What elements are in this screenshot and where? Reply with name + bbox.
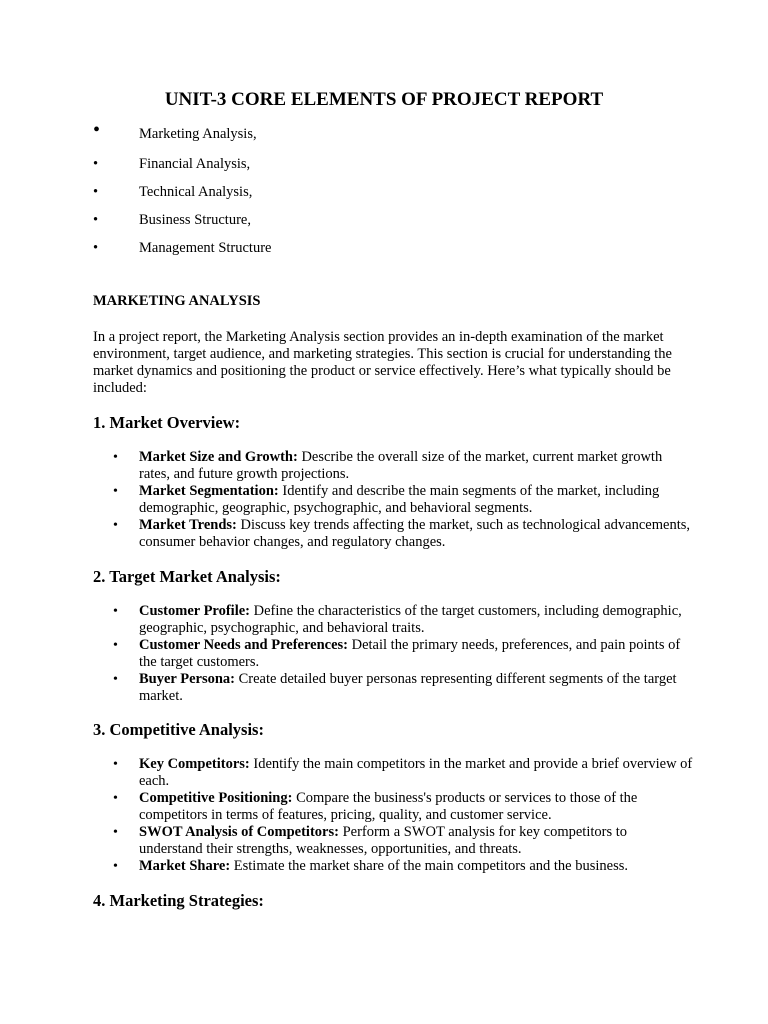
toc-item-label: Marketing Analysis, bbox=[139, 126, 257, 142]
list-item bbox=[93, 449, 693, 483]
item-text: Discuss key trends affecting the market, such as technological advancements, consumer behavior changes, and regulatory changes. bbox=[139, 517, 690, 550]
bullet: • bbox=[93, 184, 99, 200]
subsection-heading: 4. Marketing Strategies: bbox=[93, 891, 264, 910]
toc-item bbox=[93, 183, 493, 201]
bullet: • bbox=[113, 638, 118, 653]
bullet: • bbox=[113, 450, 118, 465]
page-title: UNIT-3 CORE ELEMENTS OF PROJECT REPORT bbox=[164, 89, 604, 110]
bullet: • bbox=[93, 212, 99, 228]
item-text: Compare the business's products or services to those of the competitors in terms of features, pricing, quality, and customer service. bbox=[139, 790, 638, 823]
intro-paragraph: In a project report, the Marketing Analysis section provides an in-depth examination of the market environment, target audience, and marketing strategies. This section is crucial for understanding the market dynamics and positioning the product or service effectively. Here’s what typically should be included: bbox=[93, 329, 672, 396]
bullet: • bbox=[113, 825, 118, 840]
bullet: • bbox=[113, 604, 118, 619]
bullet: • bbox=[113, 672, 118, 687]
bullet-list bbox=[93, 603, 693, 705]
bullet: • bbox=[93, 119, 101, 141]
toc-item bbox=[93, 211, 493, 229]
toc-item-label: Technical Analysis, bbox=[139, 184, 253, 200]
bullet: • bbox=[93, 240, 99, 256]
list-item bbox=[93, 483, 693, 517]
list-item bbox=[93, 603, 693, 637]
list-item bbox=[93, 858, 693, 875]
item-term: SWOT Analysis of Competitors: bbox=[139, 824, 339, 840]
toc-item-label: Financial Analysis, bbox=[139, 156, 251, 172]
subsection-heading: 1. Market Overview: bbox=[93, 413, 241, 432]
section-heading: MARKETING ANALYSIS bbox=[93, 293, 261, 309]
toc-item-label: Business Structure, bbox=[139, 212, 251, 228]
subsection-heading: 2. Target Market Analysis: bbox=[93, 567, 281, 586]
item-term: Customer Needs and Preferences: bbox=[139, 637, 348, 653]
bullet: • bbox=[113, 484, 118, 499]
item-term: Key Competitors: bbox=[139, 756, 250, 772]
item-term: Customer Profile: bbox=[139, 603, 251, 619]
bullet-list bbox=[93, 449, 693, 551]
item-text: Describe the overall size of the market, current market growth rates, and future growth projections. bbox=[139, 449, 663, 482]
list-item bbox=[93, 637, 693, 671]
item-term: Market Trends: bbox=[139, 517, 237, 533]
item-text: Detail the primary needs, preferences, and pain points of the target customers. bbox=[139, 637, 681, 670]
list-item bbox=[93, 824, 693, 858]
item-text: Define the characteristics of the target customers, including demographic, geographic, psychographic, and behavioral traits. bbox=[139, 603, 682, 636]
toc-item-label: Management Structure bbox=[139, 240, 272, 256]
toc-item bbox=[93, 155, 493, 173]
toc-item bbox=[93, 239, 493, 257]
bullet: • bbox=[113, 518, 118, 533]
list-item bbox=[93, 756, 693, 790]
item-text: Estimate the market share of the main competitors and the business. bbox=[230, 858, 628, 874]
bullet: • bbox=[113, 791, 118, 806]
list-item bbox=[93, 517, 693, 551]
item-text: Create detailed buyer personas representing different segments of the target market. bbox=[139, 671, 677, 704]
item-term: Competitive Positioning: bbox=[139, 790, 293, 806]
item-term: Market Segmentation: bbox=[139, 483, 279, 499]
item-term: Buyer Persona: bbox=[139, 671, 235, 687]
bullet: • bbox=[93, 156, 99, 172]
item-term: Market Size and Growth: bbox=[139, 449, 298, 465]
list-item bbox=[93, 790, 693, 824]
item-text: Identify and describe the main segments of the market, including demographic, geographic, psychographic, and behavioral segments. bbox=[139, 483, 660, 516]
subsection-heading: 3. Competitive Analysis: bbox=[93, 720, 264, 739]
list-item bbox=[93, 671, 693, 705]
bullet-list bbox=[93, 756, 693, 875]
item-text: Identify the main competitors in the market and provide a brief overview of each. bbox=[139, 756, 693, 789]
toc-item bbox=[93, 119, 493, 143]
item-term: Market Share: bbox=[139, 858, 231, 874]
item-text: Perform a SWOT analysis for key competitors to understand their strengths, weaknesses, opportunities, and threats. bbox=[139, 824, 627, 857]
bullet: • bbox=[113, 757, 118, 772]
bullet: • bbox=[113, 859, 118, 874]
